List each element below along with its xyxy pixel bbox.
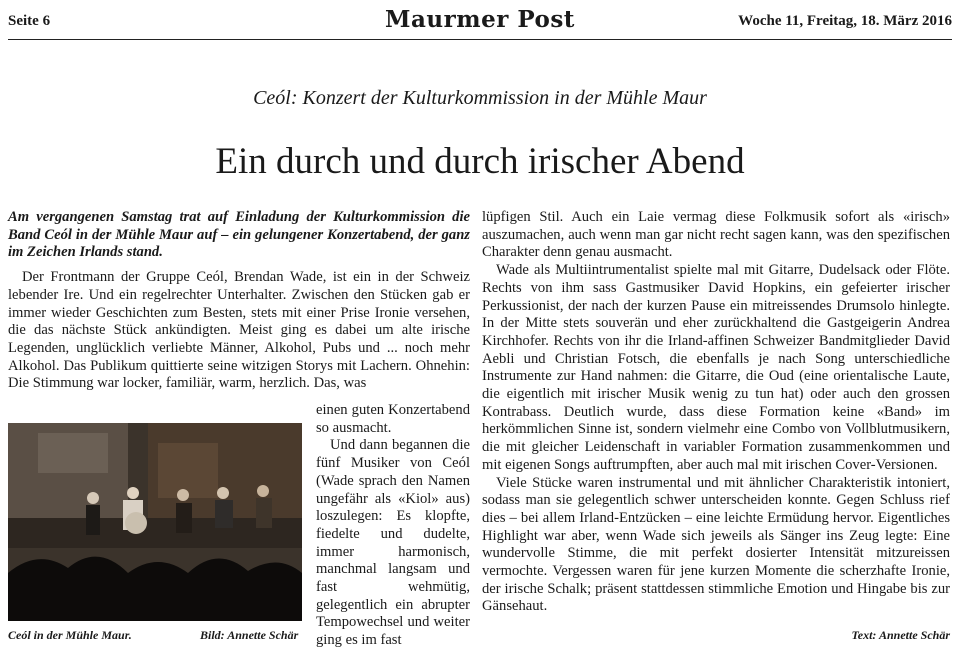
article-photo — [8, 423, 302, 621]
article-paragraph: einen guten Konzertabend so ausmacht. — [316, 402, 470, 436]
article-paragraph: lüpfigen Stil. Auch ein Laie vermag diese Folkmusik sofort als «irisch» auszumachen, auch wenn man gar nicht recht sagen kann, was den spezifischen Charakter denn genau ausmacht. — [482, 209, 950, 261]
article-headline: Ein durch und durch irischer Abend — [215, 141, 745, 182]
article-byline: Text: Annette Schär — [851, 628, 950, 642]
article-kicker: Ceól: Konzert der Kulturkommission in der Mühle Maur — [253, 87, 707, 109]
article-paragraph: Und dann begannen die fünf Musiker von Ceól (Wade sprach den Namen ungefähr als «Kiol» aus) loszulegen: Es klopfte, fiedelte und dudelte, immer harmonisch, manchmal langsam und fast wehmütig, gelegentlich ein abrupter Tempowechsel und weiter ging es im fast — [316, 437, 470, 649]
article-paragraph: Der Frontmann der Gruppe Ceól, Brendan Wade, ist ein in der Schweiz lebender Ire. Und ein regelrechter Unterhalter. Zwischen den Stücken gab er immer wieder Geschichten zum Besten, stets mit einer Prise Ironie versehen, die das nächste Stück ankündigten. Meist ging es dabei um alte irische Legenden, unglücklich verliebte Männer, Alkohol, Pubs und ... noch mehr Alkohol. Das Publikum quittierte seine witzigen Storys mit Lachern. Ohnehin: Die Stimmung war locker, familiär, warm, herzlich. Das, was — [8, 269, 470, 392]
article-lead: Am vergangenen Samstag trat auf Einladung der Kulturkommission die Band Ceól in der Mühle Maur auf – ein gelungener Konzertabend, der ganz im Zeichen Irlands stand. — [8, 209, 470, 261]
article-paragraph: Wade als Multiintrumentalist spielte mal mit Gitarre, Dudelsack oder Flöte. Rechts von ihm sass Gastmusiker David Hopkins, ein gefeierter irischer Perkussionist, der nach der kurzen Pause ein mitreissendes Drumsolo hinlegte. In der Mitte stets souverän und eher zurückhaltend die Gastgeigerin Andrea Kirchhofer. Rechts von ihr die Irland-affinen Schweizer Bandmitglieder David Aebli und Christian Fotsch, die ebenfalls je nach Song unterschiedliche Instrumente zur Hand nahmen: die Gitarre, die Oud (eine orientalische Laute, die eigentlich mit irischer Musik wenig zu tun hat) oder auch den grossen Kontrabass. Deutlich wurde, dass diese Formation keine «Band» im herkömmlichen Sinne ist, sondern vielmehr eine Combo von Vollblutmusikern, die mit gleicher Leidenschaft in variabler Formation zusammenkommen und mit eigenen Songs auftrumpften, aber auch mal mit irischen Cover-Versionen. — [482, 262, 950, 473]
page-header — [8, 6, 952, 36]
page-number: Seite 6 — [8, 13, 51, 29]
photo-credit: Bild: Annette Schär — [200, 628, 299, 642]
article-paragraph: Viele Stücke waren instrumental und mit ähnlicher Charakteristik intoniert, sodass man sie gelegentlich schwer unterscheiden konnte. Gegen Schluss rief dies – bei allem Irland-Entzücken – eine leichte Ermüdung hervor. Eigentliches Highlight war aber, wenn Wade sich jeweils als Sänger ins Zeug legte: Eine wundervolle Stimme, die mit perfekt dosierter Intensität mitzureissen vermochte. Vergessen waren für jene kurzen Momente die scherzhafte Ironie, der irische Schalk; präsent stattdessen stimmliche Emotion und Hingabe bis zur Gänsehaut. — [482, 474, 950, 615]
issue-date: Woche 11, Freitag, 18. März 2016 — [738, 13, 952, 29]
newspaper-masthead: Maurmer Post — [385, 6, 575, 33]
photo-caption: Ceól in der Mühle Maur. — [8, 628, 132, 642]
header-divider — [8, 39, 952, 40]
article-column-narrow — [316, 402, 470, 650]
article-column-left — [8, 209, 470, 393]
article-column-right — [482, 209, 950, 616]
concert-photo-illustration — [8, 423, 302, 621]
